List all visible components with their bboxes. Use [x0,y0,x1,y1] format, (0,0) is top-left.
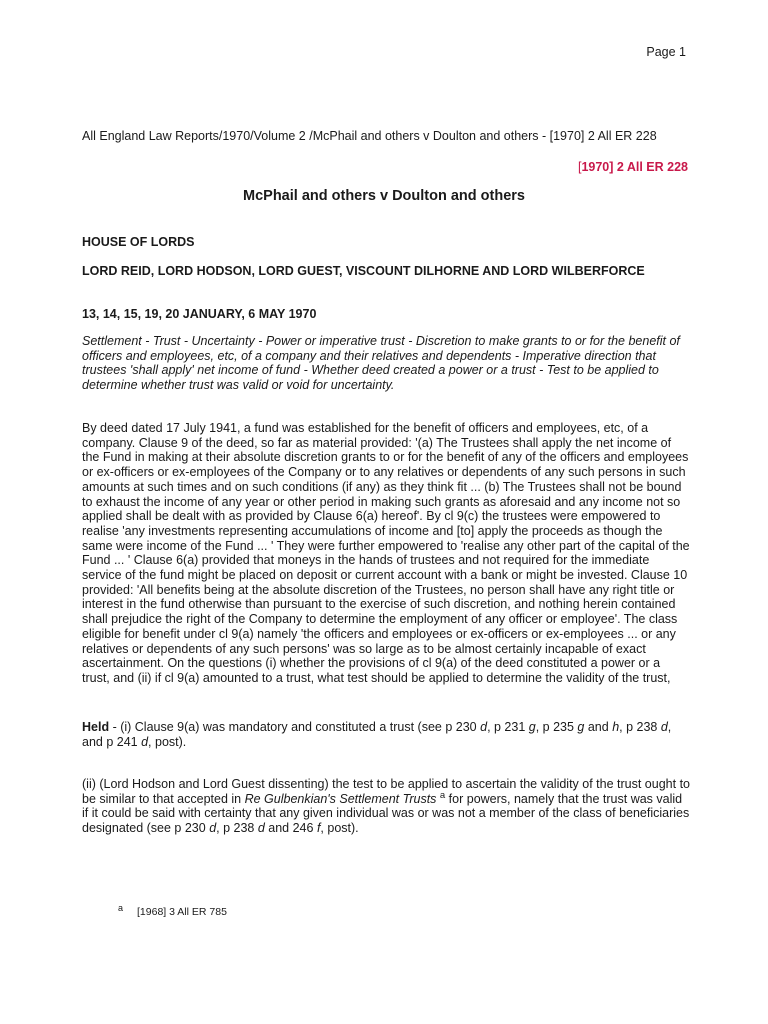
page-ref: g [528,720,536,734]
court-name: HOUSE OF LORDS [82,235,195,249]
footnote-letter: a [118,903,124,913]
case-title: McPhail and others v Doulton and others [243,188,525,204]
page-ref: g [577,720,585,734]
hearing-dates: 13, 14, 15, 19, 20 JANUARY, 6 MAY 1970 [82,307,317,321]
page-ref: d [660,720,668,734]
page-ref: d [209,821,217,836]
page-ref: d [480,720,488,734]
footnote-text: [1968] 3 All ER 785 [137,906,227,918]
case-citation[interactable] [578,160,688,174]
page-ref: d [257,821,265,836]
page-ref: h [612,720,620,734]
page-ref: d [141,734,149,749]
footnote [118,903,227,918]
report-header: All England Law Reports/1970/Volume 2 /McPhail and others v Doulton and others - [1970] 2 All ER 228 [82,129,657,143]
citation-bracket: [ [577,160,582,174]
citation-text: 1970] 2 All ER 228 [581,160,688,174]
footnote-link[interactable]: a [439,789,446,801]
ratio-paragraph: (ii) (Lord Hodson and Lord Guest dissenting) the test to be applied to ascertain the validity of the trust ought to be similar to that accepted in Re Gulbenkian's Settlement Trusts $^a$ for powers, namely that the trust was valid if it could be said with certainty that any given individual was or was not a member of the class of beneficiaries designated (see p 230 d, p 238 d and 246 f, post). [82,777,690,836]
catchwords-paragraph: Settlement - Trust - Uncertainty - Power or imperative trust - Discretion to make grants to or for the benefit of officers and employees, etc, of a company and their relatives and dependents - Imperative direction that trustees 'shall apply' net income of fund - Whether deed created a power or a trust - Test to be applied to determine whether trust was valid or void for uncertainty. [82,334,680,393]
held-label: Held [82,720,110,734]
held-paragraph: Held - (i) Clause 9(a) was mandatory and constituted a trust (see p 230 d, p 231 g, p 235 g and h, p 238 d, and p 241 d, post). [82,720,672,749]
page-ref: f [316,821,321,836]
judges-list: LORD REID, LORD HODSON, LORD GUEST, VISCOUNT DILHORNE AND LORD WILBERFORCE [82,264,645,278]
page-number: Page 1 [646,45,686,59]
facts-paragraph: By deed dated 17 July 1941, a fund was established for the benefit of officers and employees, etc, of a company. Clause 9 of the deed, so far as material provided: '(a) The Trustees shall apply the net income of the Fund in making at their absolute discretion grants to or for the benefit of any of the officers and employees or ex-officers or ex-employees of the Company or to any relatives or dependents of any such persons in such amounts at such times and on such conditions (if any) as they think fit ... (b) The Trustees shall not be bound to exhaust the income of any year or other period in making such grants as aforesaid and any income not so applied shall be dealt with as provided by Clause 6(a) hereof'. By cl 9(c) the trustees were empowered to realise 'any investments representing accumulations of income and [to] apply the proceeds as though the same were income of the Fund ... ' They were further empowered to 'realise any other part of the capital of the Fund ... ' Clause 6(a) provided that moneys in the hands of trustees and not required for the immediate service of the fund might be placed on deposit or current account with a bank or might be invested. Clause 10 provided: 'All benefits being at the absolute discretion of the Trustees, no person shall have any right title or interest in the fund otherwise than pursuant to the exercise of such discretion, and nothing herein contained shall prejudice the right of the Company to determine the employment of any officer or employee'. The class eligible for benefit under cl 9(a) namely 'the officers and employees or ex-officers or ex-employees ... or any relatives or dependents of any such persons' was so large as to be almost certainly incapable of exact ascertainment. On the questions (i) whether the provisions of cl 9(a) of the deed constituted a power or a trust, and (ii) if cl 9(a) amounted to a trust, what test should be applied to determine the validity of the trust, [82,421,690,685]
case-name: Re Gulbenkian's Settlement Trusts [244,791,437,806]
